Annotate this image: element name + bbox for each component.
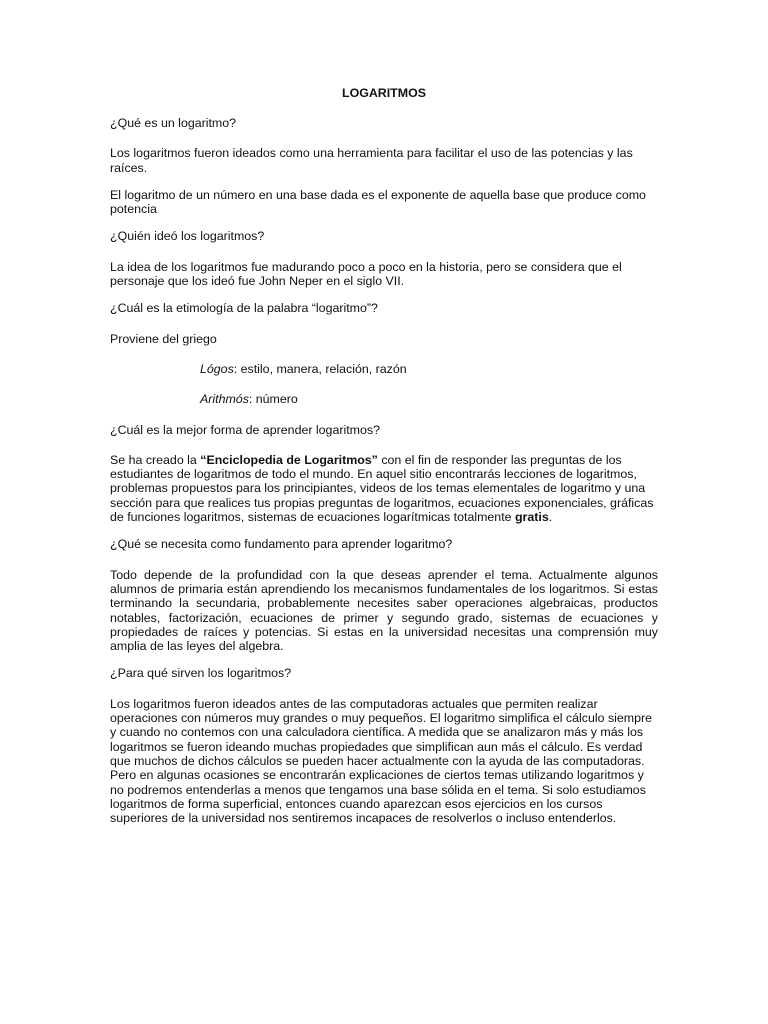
answer-4-pre: Se ha creado la: [110, 452, 201, 467]
term-arithmos: Arithmós: [200, 392, 249, 407]
free-emphasis: gratis: [514, 510, 549, 525]
answer-3-intro: Proviene del griego: [110, 331, 217, 346]
question-5: ¿Qué se necesita como fundamento para aprender logaritmo?: [110, 537, 453, 552]
answer-6: Los logaritmos fueron ideados antes de las computadoras actuales que permiten realizar operaciones con números muy grandes o muy pequeños. El logaritmo simplifica el cálculo siempre y cuando no contemos con una calculadora científica. A medida que se analizaron más y más los logaritmos se fueron ideando muchas propiedades que simplifican aun más el cálculo. Es verdad que muchos de dichos cálculos se pueden hacer actualmente con la ayuda de las computadoras. Pero en algunas ocasiones se encontrarán explicaciones de ciertos temas utilizando logaritmos y no podremos entenderlas a menos que tengamos una base sólida en el tema. Si solo estudiamos logaritmos de forma superficial, entonces cuando aparezcan esos ejercicios en los cursos superiores de la universidad nos sentiremos incapaces de resolverlos o incluso entenderlos.: [110, 696, 653, 826]
question-2: ¿Quién ideó los logaritmos?: [110, 229, 265, 244]
definition-arithmos: : número: [248, 392, 298, 407]
question-3: ¿Cuál es la etimología de la palabra “logaritmo”?: [110, 301, 378, 316]
answer-4: [110, 453, 658, 524]
answer-1-paragraph-1: Los logaritmos fueron ideados como una herramienta para facilitar el uso de las potencias y las raíces.: [110, 146, 633, 175]
term-logos: Lógos: [200, 361, 234, 376]
answer-5: Todo depende de la profundidad con la que deseas aprender el tema. Actualmente algunos alumnos de primaria están aprendiendo los mecanismos fundamentales de los logaritmos. Si estas terminando la secundaria, probablemente necesites saber operaciones algebraicas, productos notables, factorización, ecuaciones de primer y segundo grado, sistemas de ecuaciones y propiedades de raíces y potencias. Si estas en la universidad necesitas una comprensión muy amplia de las leyes del algebra.: [110, 567, 658, 654]
question-4: ¿Cuál es la mejor forma de aprender logaritmos?: [110, 422, 380, 437]
answer-2: La idea de los logaritmos fue madurando poco a poco en la historia, pero se considera que el personaje que los ideó fue John Neper en el siglo VII.: [110, 259, 622, 289]
document-title: LOGARITMOS: [342, 86, 426, 100]
answer-4-mid: con el fin de responder las preguntas de los estudiantes de logaritmos de todo el mundo. En aquel sitio encontrarás lecciones de logaritmos, problemas propuestos para los principiantes, videos de los temas elementales de logaritmo y una sección para que realices tus propias preguntas de logaritmos, ecuaciones exponenciales, gráficas de funciones logaritmos, sistemas de ecuaciones logarítmicas totalmente: [110, 452, 654, 525]
definition-logos: : estilo, manera, relación, razón: [233, 361, 407, 376]
question-6: ¿Para qué sirven los logaritmos?: [110, 666, 292, 681]
encyclopedia-name: “Enciclopedia de Logaritmos”: [200, 452, 378, 467]
answer-1-paragraph-2: El logaritmo de un número en una base dada es el exponente de aquella base que produce como potencia: [110, 187, 646, 217]
question-1: ¿Qué es un logaritmo?: [110, 116, 237, 130]
answer-4-end: .: [548, 510, 553, 525]
etymology-logos: [110, 362, 658, 376]
etymology-arithmos: [110, 392, 658, 406]
